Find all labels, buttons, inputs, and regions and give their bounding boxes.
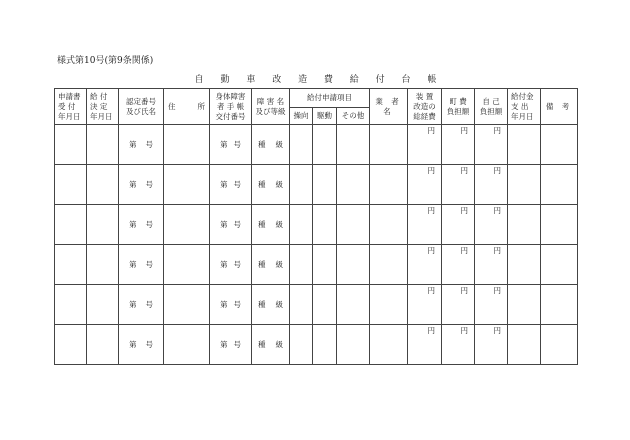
cell-label: 円 [460,126,469,135]
payment-date-cell[interactable] [508,245,541,285]
cell-label: 号 [145,299,153,309]
disability-grade-cell[interactable] [252,125,290,165]
device-cost-cell[interactable] [408,285,442,325]
cell-label: 円 [427,206,436,215]
other-cell[interactable] [337,245,370,285]
vendor-cell[interactable] [370,165,408,205]
self-share-cell[interactable] [475,205,508,245]
drive-cell[interactable] [313,165,337,205]
vendor-cell[interactable] [370,245,408,285]
remarks-cell[interactable] [541,245,578,285]
steering-cell[interactable] [290,325,313,365]
decision-date-cell[interactable] [87,245,119,285]
device-cost-cell[interactable] [408,125,442,165]
benefit-ledger-table [54,88,578,365]
vendor-cell[interactable] [370,285,408,325]
cell-label: 級 [275,299,283,309]
cert-number-cell[interactable] [119,165,164,205]
cell-label: 第 [129,299,137,309]
cell-label: 級 [275,339,283,349]
cell-label: 第 [129,179,137,189]
handbook-number-cell[interactable] [210,205,252,245]
steering-cell[interactable] [290,205,313,245]
drive-cell[interactable] [313,245,337,285]
town-share-cell[interactable] [442,165,475,205]
self-share-cell[interactable] [475,325,508,365]
cell-label: 号 [233,179,241,189]
header-remarks: 備 考 [541,89,578,125]
cert-number-cell[interactable] [119,285,164,325]
cell-label: 円 [427,326,436,335]
header-self-share: 自 己 負担額 [475,89,508,125]
application-date-cell[interactable] [55,205,87,245]
cell-label: 第 [220,139,228,149]
form-number-label: 様式第10号(第9条関係) [57,56,154,66]
cell-label: 級 [275,179,283,189]
address-cell[interactable] [164,325,210,365]
header-cert-name: 認定番号 及び氏名 [119,89,164,125]
cell-label: 号 [145,139,153,149]
header-device-cost: 装 置 改造の 総経費 [408,89,442,125]
application-date-cell[interactable] [55,325,87,365]
header-benefit-group: 給付申請項目 [290,89,370,108]
remarks-cell[interactable] [541,125,578,165]
cell-label: 第 [129,219,137,229]
remarks-cell[interactable] [541,165,578,205]
cell-label: 円 [427,166,436,175]
cell-label: 円 [493,206,502,215]
header-application-date: 申請書 受 付 年月日 [55,89,87,125]
cell-label: 第 [129,259,137,269]
vendor-cell[interactable] [370,325,408,365]
cell-label: 号 [233,259,241,269]
cell-label: 種 [258,179,266,189]
cell-label: 級 [275,139,283,149]
cell-label: 号 [145,179,153,189]
header-other: その他 [337,108,370,125]
steering-cell[interactable] [290,125,313,165]
drive-cell[interactable] [313,325,337,365]
ledger-title: 自 動 車 改 造 費 給 付 台 帳 [194,75,444,85]
self-share-cell[interactable] [475,245,508,285]
town-share-cell[interactable] [442,245,475,285]
payment-date-cell[interactable] [508,205,541,245]
cell-label: 種 [258,139,266,149]
ledger-row [55,125,578,165]
header-disability: 障 害 名 及び等級 [252,89,290,125]
self-share-cell[interactable] [475,285,508,325]
header-steering: 操向 [290,108,313,125]
self-share-cell[interactable] [475,165,508,205]
steering-cell[interactable] [290,285,313,325]
payment-date-cell[interactable] [508,285,541,325]
handbook-number-cell[interactable] [210,165,252,205]
cell-label: 級 [275,219,283,229]
handbook-number-cell[interactable] [210,285,252,325]
decision-date-cell[interactable] [87,285,119,325]
cell-label: 第 [220,219,228,229]
disability-grade-cell[interactable] [252,205,290,245]
ledger-row [55,285,578,325]
remarks-cell[interactable] [541,285,578,325]
self-share-cell[interactable] [475,125,508,165]
drive-cell[interactable] [313,125,337,165]
other-cell[interactable] [337,125,370,165]
town-share-cell[interactable] [442,125,475,165]
address-cell[interactable] [164,285,210,325]
town-share-cell[interactable] [442,285,475,325]
device-cost-cell[interactable] [408,165,442,205]
header-handbook-number: 身体障害 者 手 帳 交付番号 [210,89,252,125]
header-drive: 駆動 [313,108,337,125]
ledger-row [55,325,578,365]
ledger-row [55,245,578,285]
address-cell[interactable] [164,205,210,245]
remarks-cell[interactable] [541,325,578,365]
vendor-cell[interactable] [370,125,408,165]
disability-grade-cell[interactable] [252,245,290,285]
cell-label: 円 [493,166,502,175]
application-date-cell[interactable] [55,285,87,325]
device-cost-cell[interactable] [408,325,442,365]
address-cell[interactable] [164,125,210,165]
cell-label: 種 [258,299,266,309]
drive-cell[interactable] [313,285,337,325]
town-share-cell[interactable] [442,205,475,245]
disability-grade-cell[interactable] [252,285,290,325]
payment-date-cell[interactable] [508,325,541,365]
header-decision-date: 給 付 決 定 年月日 [87,89,119,125]
cell-label: 円 [460,206,469,215]
cell-label: 第 [220,179,228,189]
cell-label: 円 [493,246,502,255]
address-cell[interactable] [164,245,210,285]
town-share-cell[interactable] [442,325,475,365]
decision-date-cell[interactable] [87,165,119,205]
cell-label: 号 [233,299,241,309]
other-cell[interactable] [337,285,370,325]
application-date-cell[interactable] [55,165,87,205]
cell-label: 第 [129,139,137,149]
cell-label: 種 [258,339,266,349]
cell-label: 円 [460,166,469,175]
payment-date-cell[interactable] [508,165,541,205]
header-vendor: 業 者 名 [370,89,408,125]
device-cost-cell[interactable] [408,205,442,245]
cell-label: 円 [493,126,502,135]
handbook-number-cell[interactable] [210,325,252,365]
handbook-number-cell[interactable] [210,125,252,165]
vendor-cell[interactable] [370,205,408,245]
cell-label: 円 [460,246,469,255]
application-date-cell[interactable] [55,245,87,285]
device-cost-cell[interactable] [408,245,442,285]
cell-label: 号 [145,219,153,229]
ledger-row [55,165,578,205]
cell-label: 円 [493,286,502,295]
cell-label: 第 [220,299,228,309]
header-payment-date: 給付金 支 出 年月日 [508,89,541,125]
cell-label: 号 [233,139,241,149]
cert-number-cell[interactable] [119,325,164,365]
cell-label: 円 [460,286,469,295]
header-row-1 [55,89,578,108]
cell-label: 円 [427,246,436,255]
handbook-number-cell[interactable] [210,245,252,285]
cell-label: 号 [233,339,241,349]
disability-grade-cell[interactable] [252,325,290,365]
decision-date-cell[interactable] [87,125,119,165]
payment-date-cell[interactable] [508,125,541,165]
cell-label: 第 [220,339,228,349]
cell-label: 円 [460,326,469,335]
cell-label: 号 [233,219,241,229]
decision-date-cell[interactable] [87,325,119,365]
cert-number-cell[interactable] [119,245,164,285]
cell-label: 第 [129,339,137,349]
ledger-row [55,205,578,245]
other-cell[interactable] [337,205,370,245]
remarks-cell[interactable] [541,205,578,245]
cell-label: 号 [145,259,153,269]
cell-label: 円 [427,126,436,135]
cert-number-cell[interactable] [119,205,164,245]
cell-label: 第 [220,259,228,269]
cell-label: 種 [258,219,266,229]
steering-cell[interactable] [290,245,313,285]
cell-label: 種 [258,259,266,269]
cert-number-cell[interactable] [119,125,164,165]
other-cell[interactable] [337,165,370,205]
decision-date-cell[interactable] [87,205,119,245]
cell-label: 号 [145,339,153,349]
header-address: 住 所 [164,89,210,125]
other-cell[interactable] [337,325,370,365]
disability-grade-cell[interactable] [252,165,290,205]
cell-label: 円 [427,286,436,295]
drive-cell[interactable] [313,205,337,245]
header-town-share: 町 費 負担額 [442,89,475,125]
cell-label: 円 [493,326,502,335]
address-cell[interactable] [164,165,210,205]
application-date-cell[interactable] [55,125,87,165]
cell-label: 級 [275,259,283,269]
steering-cell[interactable] [290,165,313,205]
